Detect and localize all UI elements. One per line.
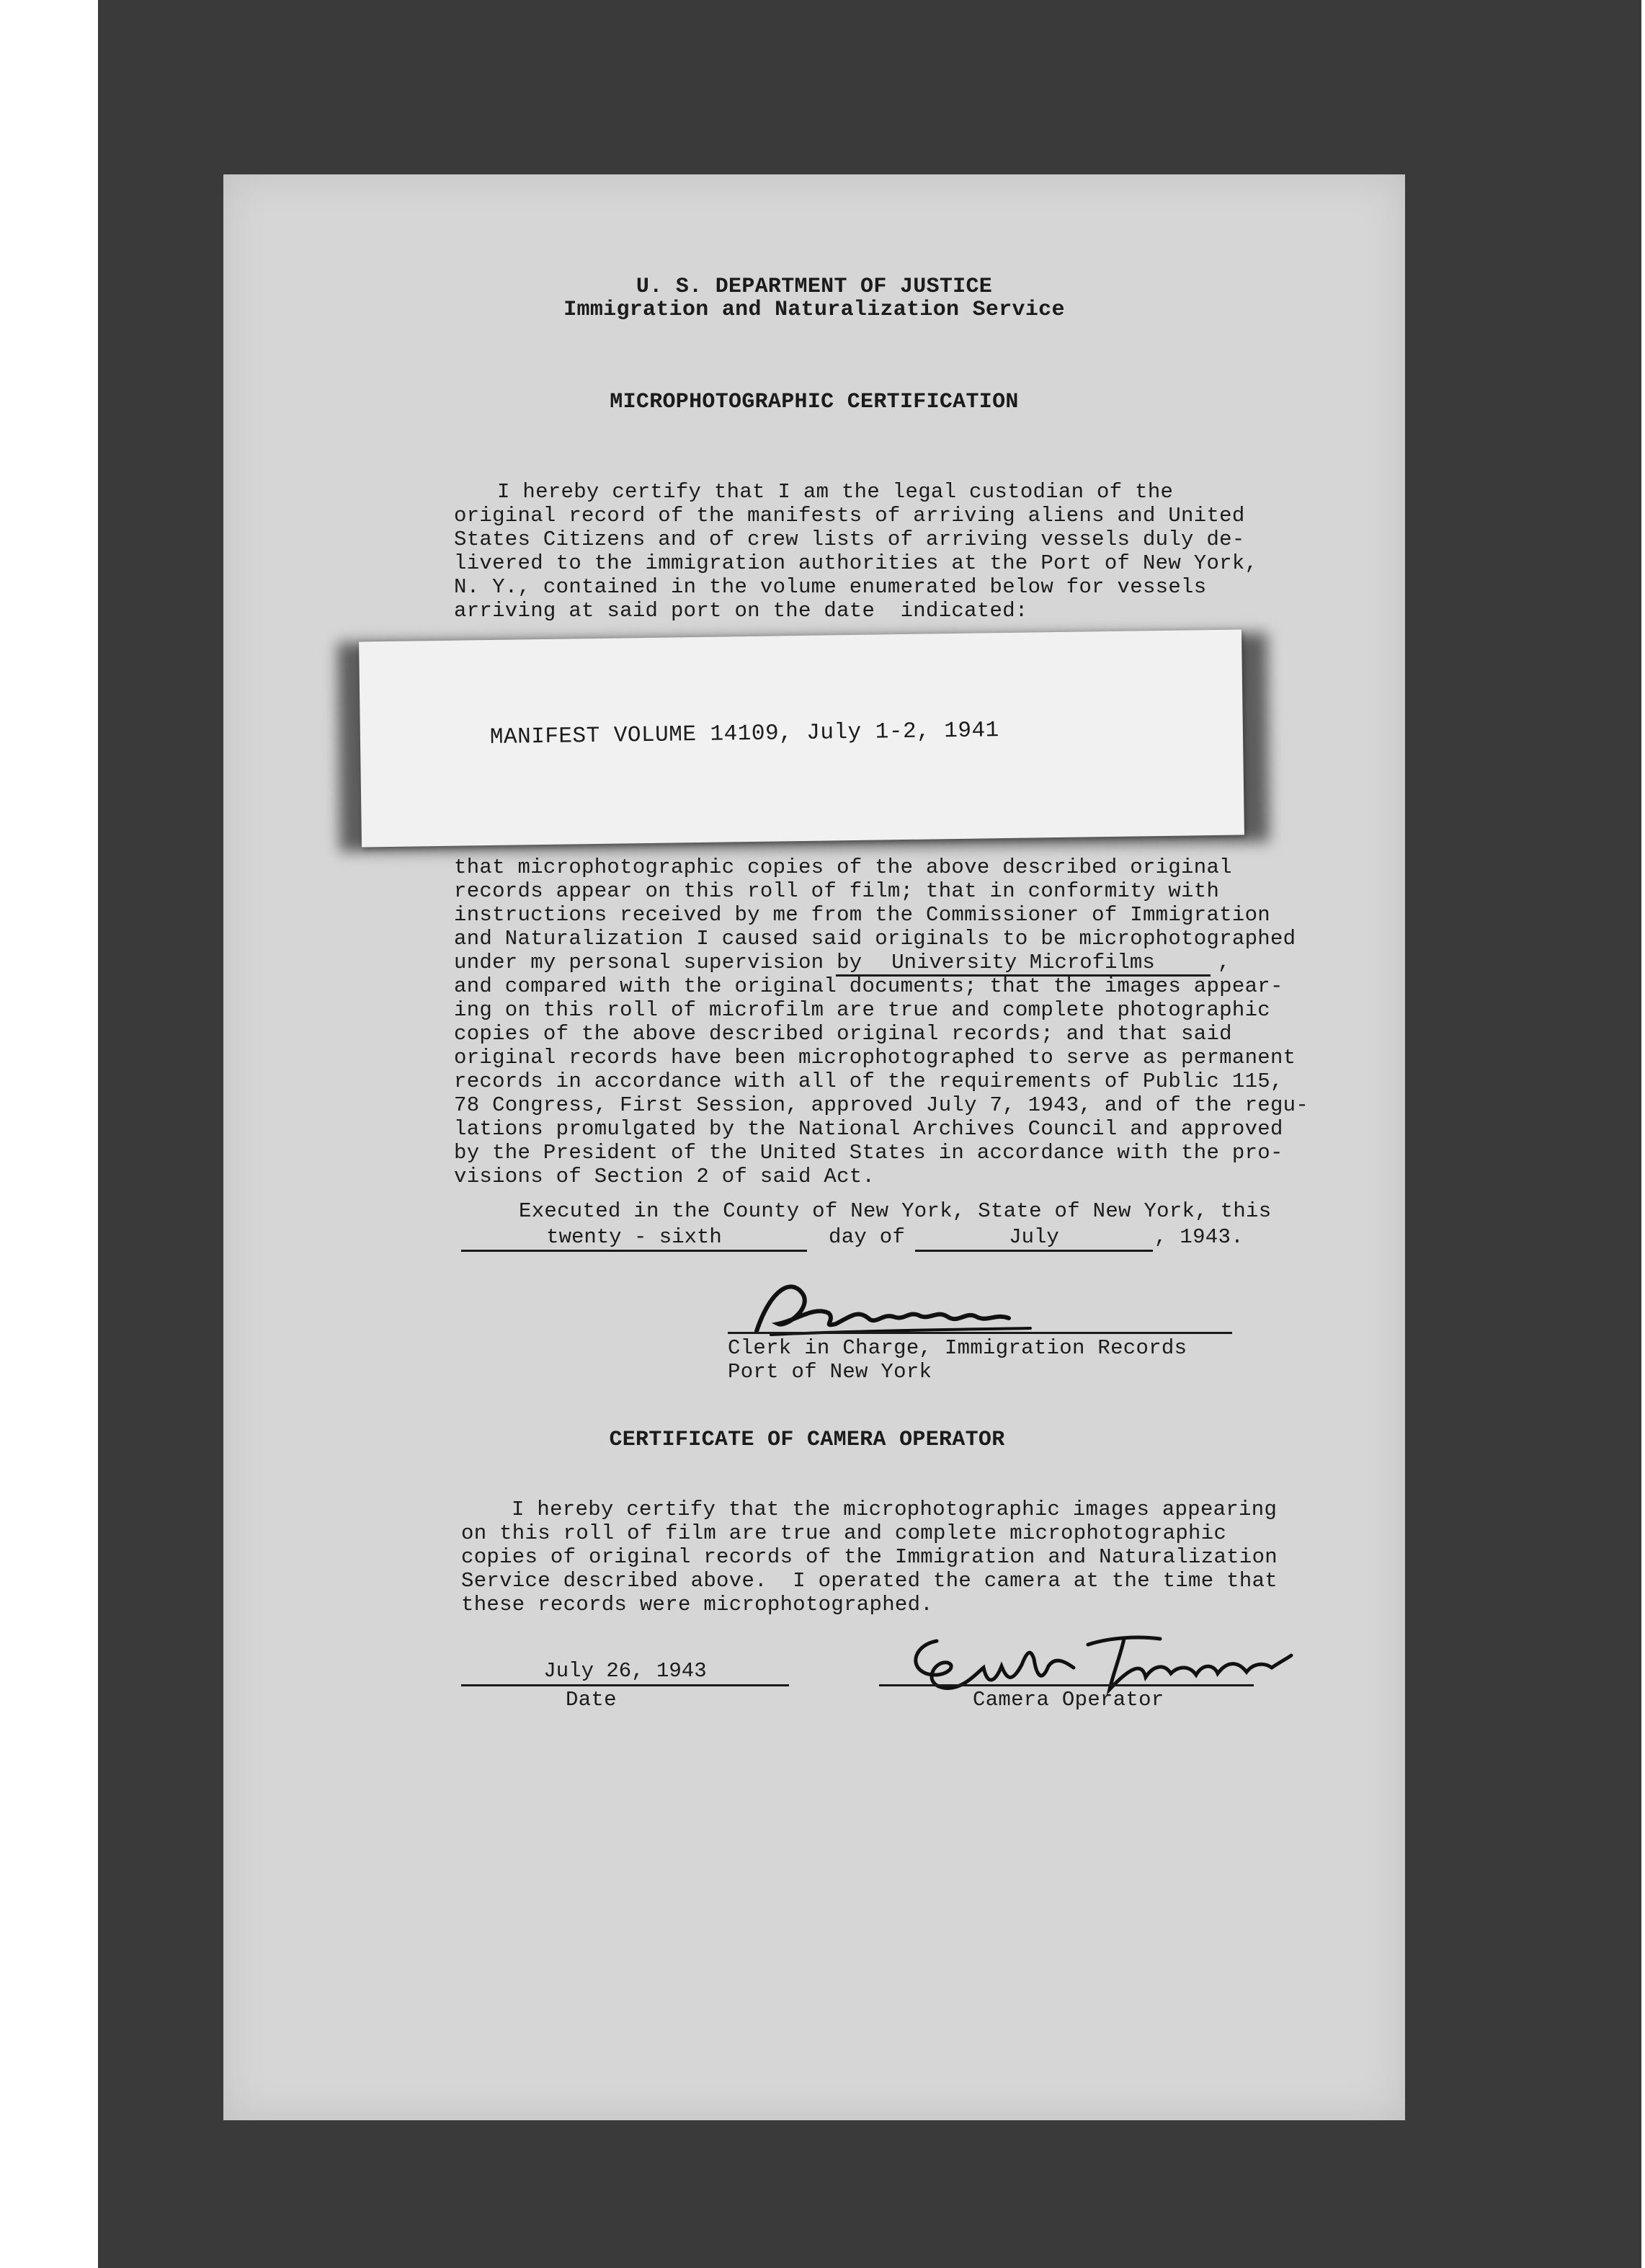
day-underline (461, 1250, 807, 1252)
body-line: by the President of the United States in accordance with the pro- (454, 1141, 1283, 1165)
intro-line: original record of the manifests of arriving aliens and United (454, 504, 1245, 528)
camera-cert-line: on this roll of film are true and complete microphotographic (461, 1521, 1227, 1545)
operator-signature-line (879, 1684, 1254, 1686)
body-line: records in accordance with all of the requirements of Public 115, (454, 1069, 1283, 1093)
body-line: 78 Congress, First Session, approved July 7, 1943, and of the regu- (454, 1093, 1309, 1117)
agency-heading: U. S. DEPARTMENT OF JUSTICE (636, 275, 993, 299)
body-line: and Naturalization I caused said originals to be microphotographed (454, 927, 1296, 951)
date-underline (461, 1684, 789, 1686)
camera-certificate-title: CERTIFICATE OF CAMERA OPERATOR (609, 1428, 1005, 1452)
camera-cert-line: I hereby certify that the microphotographic images appearing (512, 1498, 1278, 1521)
intro-line: N. Y., contained in the volume enumerated below for vessels (454, 575, 1207, 599)
body-line: that microphotographic copies of the above described original (454, 855, 1232, 879)
intro-line: arriving at said port on the date indicated: (454, 599, 1028, 623)
body-line: original records have been microphotographed to serve as permanent (454, 1046, 1296, 1069)
camera-cert-line: copies of original records of the Immigration and Naturalization (461, 1545, 1278, 1569)
camera-cert-line: these records were microphotographed. (461, 1593, 934, 1616)
body-line: and compared with the original documents; that the images appear- (454, 974, 1283, 998)
body-line: visions of Section 2 of said Act. (454, 1165, 875, 1188)
clerk-signature-line (728, 1332, 1232, 1334)
body-line: instructions received by me from the Commissioner of Immigration (454, 903, 1270, 927)
date-label: Date (566, 1688, 617, 1712)
manifest-volume-slip (359, 629, 1244, 847)
date-value: July 26, 1943 (543, 1659, 707, 1683)
body-line: records appear on this roll of film; that in conformity with (454, 879, 1220, 903)
certificate-page (223, 174, 1405, 2120)
page-title: MICROPHOTOGRAPHIC CERTIFICATION (610, 390, 1019, 414)
intro-line: I hereby certify that I am the legal custodian of the (497, 480, 1174, 504)
intro-line: States Citizens and of crew lists of arriving vessels duly de- (454, 528, 1245, 551)
execution-day: twenty - sixth (546, 1225, 722, 1249)
execution-line: Executed in the County of New York, State of New York, this (519, 1199, 1272, 1223)
clerk-office: Port of New York (728, 1360, 932, 1384)
camera-cert-line: Service described above. I operated the camera at the time that (461, 1569, 1278, 1593)
body-line: copies of the above described original records; and that said (454, 1022, 1232, 1046)
body-line: ing on this roll of microfilm are true and complete photographic (454, 998, 1270, 1022)
camera-operator-label: Camera Operator (973, 1688, 1164, 1712)
manifest-volume-label: MANIFEST VOLUME 14109, July 1-2, 1941 (489, 718, 999, 751)
month-underline (915, 1250, 1153, 1252)
service-heading: Immigration and Naturalization Service (563, 298, 1065, 322)
execution-month: July (1009, 1225, 1059, 1249)
clerk-title: Clerk in Charge, Immigration Records (728, 1336, 1187, 1360)
day-of-label: day of (829, 1225, 906, 1249)
supervisor-name: University Microfilms (891, 951, 1155, 974)
intro-line: livered to the immigration authorities at the Port of New York, (454, 551, 1258, 575)
body-line: under my personal supervision by (454, 951, 862, 974)
body-line: lations promulgated by the National Archives Council and approved (454, 1117, 1283, 1141)
supervisor-comma: , (1218, 951, 1231, 974)
execution-year: , 1943. (1154, 1225, 1244, 1249)
